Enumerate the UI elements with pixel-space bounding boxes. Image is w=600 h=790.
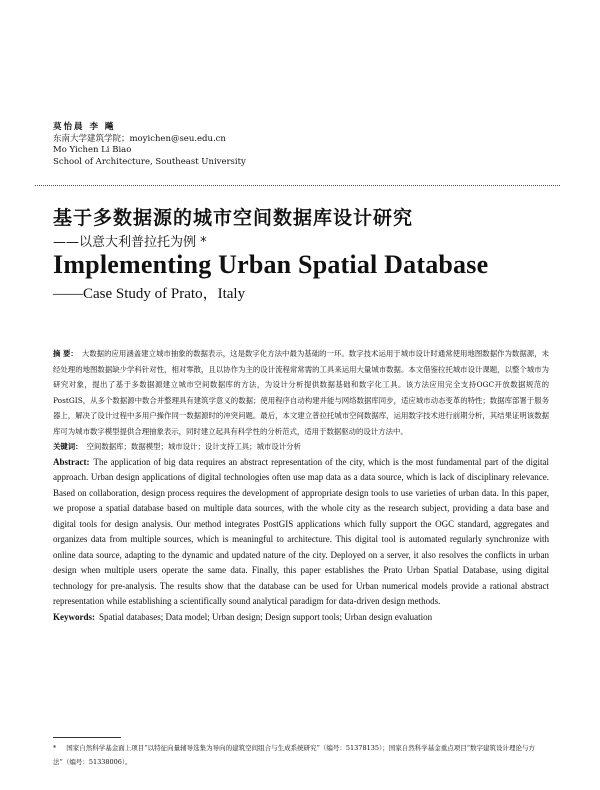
footnote-mark: *	[53, 744, 57, 752]
affiliation-cn: 东南大学建筑学院；moyichen@seu.edu.cn	[53, 133, 226, 144]
keywords-cn-text: 空间数据库；数据模型；城市设计；设计支持工具；城市设计分析	[86, 442, 301, 451]
footnote-divider	[53, 737, 121, 738]
abstract-section	[53, 346, 549, 625]
keywords-en-text: Spatial databases; Data model; Urban design; Design support tools; Urban design evaluation	[99, 611, 433, 622]
author-block	[53, 122, 246, 168]
abstract-cn	[53, 346, 549, 439]
affiliation-en: School of Architecture, Southeast University	[53, 156, 246, 167]
title-cn: 基于多数据源的城市空间数据库设计研究	[53, 207, 414, 229]
keywords-cn	[53, 439, 549, 455]
keywords-cn-label: 关键词：	[53, 442, 83, 451]
abstract-en	[53, 455, 549, 610]
abstract-en-text: The application of big data requires an abstract representation of the city, which is the most fundamental part of the digital approach. Urban design applications of digital technologies often use map data as a data source, which is lack of disciplinary relevance. Based on collaboration, design process requires the development of appropriate design tools to use varieties of urban data. In this paper, we propose a spatial database based on multiple data sources, with the whole city as the research subject, providing a data base and digital tools for design analysis. Our method integrates PostGIS applications which fully support the OGC standard, aggregates and organizes data from multiple sources, which is meaningful to architecture. This digital tool is automated regularly synchronize with online data source, adapting to the dynamic and updated nature of the city. Deployed on a server, it also resolves the conflicts in urban design when multiple users operate the same data. Finally, this paper establishes the Prato Urban Spatial Database, using digital technology for pre-analysis. The results show that the database can be used for Urban numerical models provide a rational abstract representation while establishing a scientifically sound analytical paradigm for data-driven design methods.	[53, 456, 549, 606]
authors-cn: 莫怡晨 李 飚	[53, 122, 116, 132]
subtitle-en: ——Case Study of Prato，Italy	[53, 286, 246, 302]
authors-en: Mo Yichen Li Biao	[53, 145, 132, 155]
abstract-cn-text: 大数据的应用涵盖建立城市抽象的数据表示，这是数字化方法中最为基础的一环。数字技术运用于城市设计时通常使用地图数据作为数据源，未经处理的地图数据缺少学科针对性，相对零散，且以协作为主的设计流程常常需的工具来运用大量城市数据。本文借鉴拉托城市设计课题，以整个城市为研究对象，提出了基于多数据源建立城市空间数据库的方法，为设计分析提供数据基础和数字化工具。该方法应用完全支持OGC开放数据规范的PostGIS，从多个数据源中数合并整理具有建筑学意义的数据；使用程序自动构建并能与网络数据库同步，适应城市动态变革的特性；数据库部署于服务器上，解决了设计过程中多用户操作同一数据源时的冲突问题。最后，本文建立普拉托城市空间数据库，运用数字技术进行前期分析，其结果证明该数据库可为城市数字模型提供合理抽象表示，同时建立起具有科学性的分析范式，适用于数据驱动的设计方法中。	[53, 349, 549, 436]
title-en: Implementing Urban Spatial Database	[53, 250, 489, 279]
subtitle-cn: ——以意大利普拉托为例 *	[53, 235, 207, 250]
abstract-cn-label: 摘 要：	[53, 349, 78, 358]
keywords-en	[53, 610, 549, 626]
footnote-text: 国家自然科学基金面上项目“以特征向量辅导选集为导向的建筑空间组合与生成系统研究”（编号：51378135）；国家自然科学基金重点项目“数字建筑设计理论与方法”（编号：51338006）。	[53, 744, 536, 766]
abstract-en-label: Abstract:	[53, 456, 90, 467]
header-divider	[35, 185, 560, 186]
footnote	[53, 741, 553, 769]
keywords-en-label: Keywords:	[53, 611, 95, 622]
